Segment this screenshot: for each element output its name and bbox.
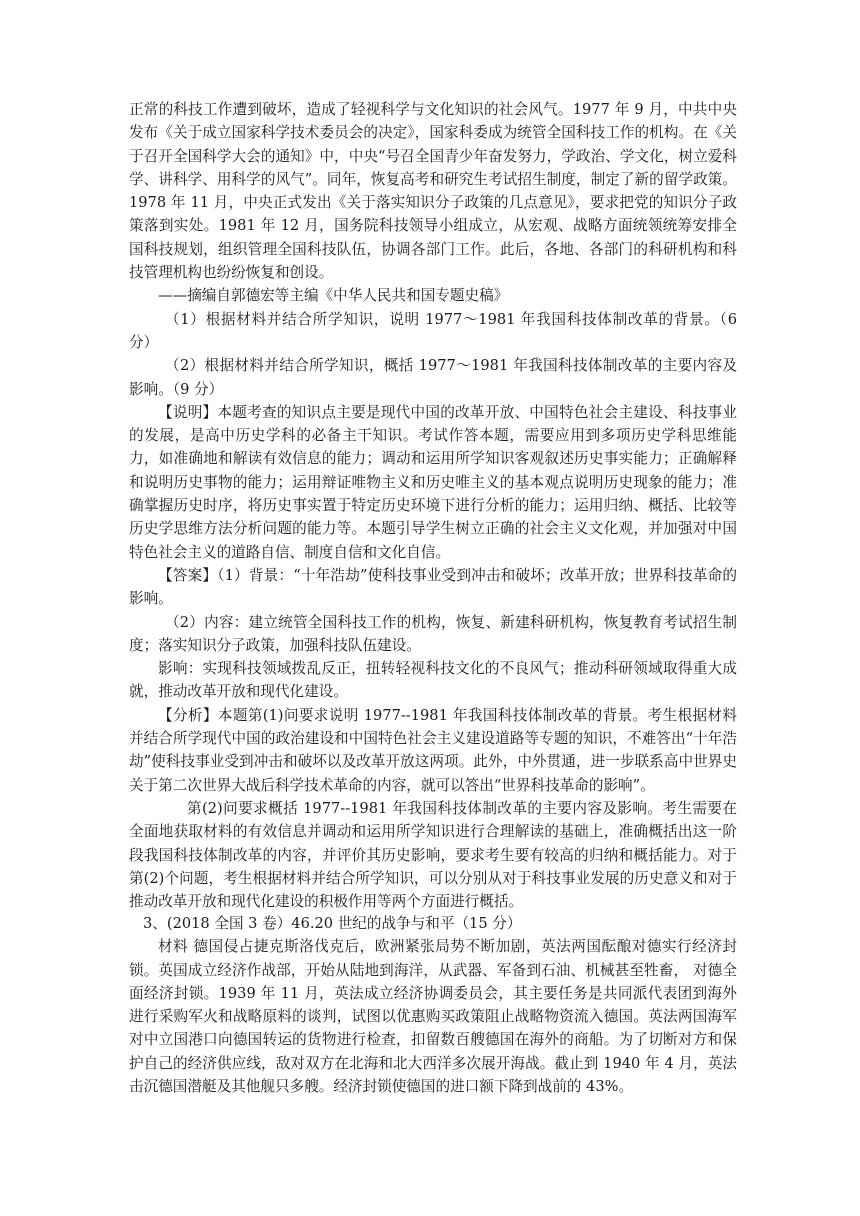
question-2: （2）根据材料并结合所学知识，概括 1977～1981 年我国科技体制改革的主要内容及影响。（9 分） [129,357,737,398]
answer-2: （2）内容：建立统管全国科技工作的机构，恢复、新建科研机构，恢复教育考试招生制度；落实知识分子政策，加强科技队伍建设。 [129,613,737,654]
answer-impact: 影响：实现科技领域拨乱反正，扭转轻视科技文化的不良风气；推动科研领域取得重大成就，推动改革开放和现代化建设。 [129,660,737,701]
explanation: 【说明】本题考查的知识点主要是现代中国的改革开放、中国特色社会主建设、科技事业的发展，是高中历史学科的必备主干知识。考试作答本题，需要应用到多项历史学科思维能力，如准确地和解读有效信息的能力；调动和运用所学知识客观叙述历史事实能力；正确解释和说明历史事物的能力；运用辩证唯物主义和历史唯主义的基本观点说明历史现象的能力；准确掌握历史时序，将历史事实置于特定历史环境下进行分析的能力；运用归纳、概括、比较等历史学思维方法分析问题的能力等。本题引导学生树立正确的社会主义文化观，并加强对中国特色社会主义的道路自信、制度自信和文化自信。 [129,403,737,561]
material-continuation: 正常的科技工作遭到破坏，造成了轻视科学与文化知识的社会风气。1977 年 9 月，中共中央发布《关于成立国家科学技术委员会的决定》，国家科委成为统管全国科技工作的机构。在《关于召开全国科学大会的通知》中，中央“号召全国青少年奋发努力，学政治、学文化，树立爱科学、讲科学、用科学的风气”。同年，恢复高考和研究生考试招生制度，制定了新的留学政策。1978 年 11 月，中央正式发出《关于落实知识分子政策的几点意见》，要求把党的知识分子政策落到实处。1981 年 12 月，国务院科技领导小组成立，从宏观、战略方面统领统筹安排全国科技规划，组织管理全国科技队伍，协调各部门工作。此后，各地、各部门的科研机构和科技管理机构也纷纷恢复和创设。 [129,101,737,282]
question-3-section [129,912,737,1098]
question-3-heading: 3、(2018 全国 3 卷）46.20 世纪的战争与和平（15 分） [143,915,522,932]
question-2-section [129,98,737,913]
material-source: ——摘编自郭德宏等主编《中华人民共和国专题史稿》 [158,287,509,305]
question-3-material: 材料 德国侵占捷克斯洛伐克后，欧洲紧张局势不断加剧，英法两国酝酿对德实行经济封锁。英国成立经济作战部，开始从陆地到海洋，从武器、军备到石油、机械甚至牲畜， 对德全面经济封锁。1939 年 11 月，英法成立经济协调委员会，其主要任务是共同派代表团到海外进行采购军火和战略原料的谈判，试图以优惠购买政策阻止战略物资流入德国。英法两国海军对中立国港口向德国转运的货物进行检查，扣留数百艘德国在海外的商船。为了切断对方和保护自己的经济供应线，敌对双方在北海和北大西洋多次展开海战。截止到 1940 年 4 月，英法击沉德国潜艇及其他舰只多艘。经济封锁使德国的进口额下降到战前的 43%。 [129,938,737,1096]
answer-1: 【答案】（1）背景：“十年浩劫”使科技事业受到冲击和破坏；改革开放；世界科技革命的影响。 [129,566,737,608]
analysis-2: 第(2)问要求概括 1977--1981 年我国科技体制改革的主要内容及影响。考生需要在全面地获取材料的有效信息并调动和运用所学知识进行合理解读的基础上，准确概括出这一阶段我国科技体制改革的内容，并评价其历史影响，要求考生要有较高的归纳和概括能力。对于第(2)个问题，考生根据材料并结合所学知识，可以分别从对于科技事业发展的历史意义和对于推动改革开放和现代化建设的积极作用等两个方面进行概括。 [129,799,737,911]
analysis-1: 【分析】本题第(1)问要求说明 1977--1981 年我国科技体制改革的背景。考生根据材料并结合所学现代中国的政治建设和中国特色社会主义建设道路等专题的知识，不难答出“十年浩劫”使科技事业受到冲击和破坏以及改革开放这两项。此外，中外贯通，进一步联系高中世界史关于第二次世界大战后科学技术革命的内容，就可以答出“世界科技革命的影响”。 [129,706,737,794]
question-1: （1）根据材料并结合所学知识，说明 1977～1981 年我国科技体制改革的背景。（6 分） [129,310,737,351]
